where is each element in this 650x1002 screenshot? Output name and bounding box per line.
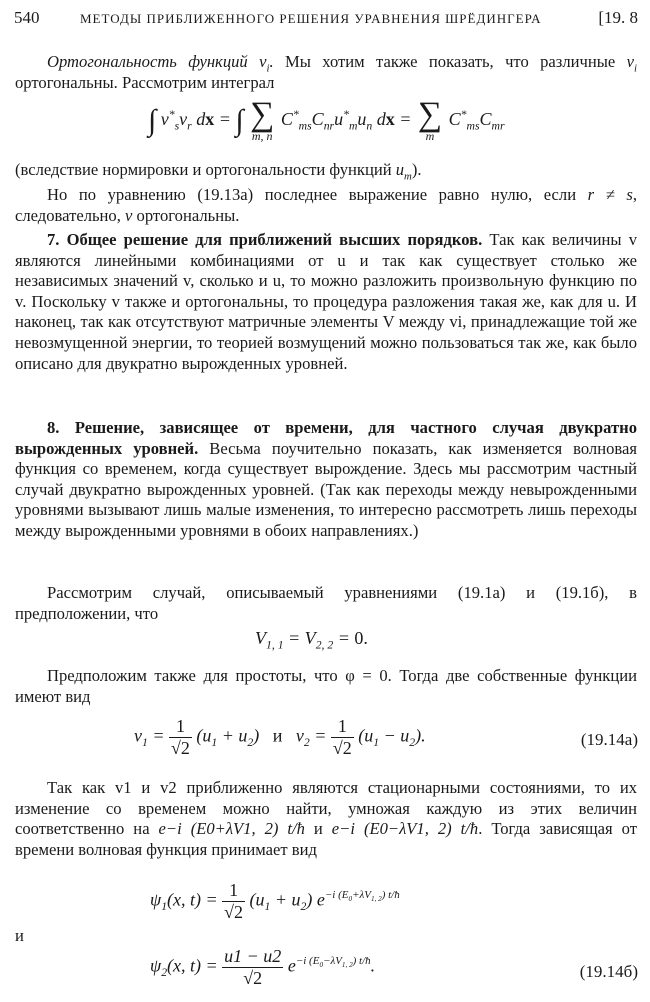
equation-psi2: $\psi_2(x$, t) = $\frac{u1 - u2}{√2}$ $e^{-i (E_0-\lambda V_{1, 2}) t/ħ}$. [150,946,376,988]
page-header [14,8,638,32]
paragraph-general-solution: 7. Общее решение для приближений высших порядков. Так как величины v являются линейными комбинациями от u и так как существует столько же независимых значений v, сколько и u, то можно разложить произвольную функцию по v. Поскольку v также и ортогональны, то процедура разложения такая же, как для u. И наконец, так как отсутствуют матричные элементы V между vi, принадлежащие той же невозмущенной энергии, то теорией возмущений можно пользоваться так же, как было описано для двукратно вырожденных уровней. [15,230,637,373]
page-number: 540 [14,8,40,27]
paragraph-conclusion: Но по уравнению (19.13а) последнее выражение равно нулю, если r ≠ s, следовательно, v ортогональны. [15,185,637,225]
paragraph-assume-phi: Предположим также для простоты, что φ = 0. Тогда две собственные функции имеют вид [15,666,637,706]
paragraph-time-dependent: 8. Решение, зависящее от времени, для частного случая двукратно вырожденных уровней. Весьма поучительно показать, как изменяется волновая функция со временем, когда существует вырождение. Здесь мы рассмотрим частный случай двукратно вырожденных уровней. (Так как переходы между невырожденными уровнями вызывают лишь малые изменения, то интересно рассмотреть лишь переходы между вырожденными уровнями в обоих направлениях.) [15,418,637,540]
equation-matrix-zero: $V_{1, 1} = V_{2, 2} = 0$. [255,628,368,652]
running-title: МЕТОДЫ ПРИБЛИЖЕННОГО РЕШЕНИЯ УРАВНЕНИЯ ШРЁДИНГЕРА [80,11,542,26]
equation-number-14b: (19.14б) [579,962,638,981]
section-heading-7: 7. Общее решение для приближений высших порядков. [47,230,483,249]
section-marker: [19. 8 [598,8,638,27]
equation-psi1: $\psi_1(x$, t) = $\frac{1}{√2}$ $(u_1 + u_2)$ $e^{-i (E_0+\lambda V_{1, 2}) t/ħ}$ [150,880,400,922]
section-heading-8: 8. Решение, зависящее от времени, для частного случая двукратно вырожденных уровней. [15,418,637,458]
run-in-title: Ортогональность функций v [47,52,267,71]
equation-number-14a: (19.14а) [580,730,638,749]
equation-eigenfunctions: $v_1$ = $\frac{1}{√2}$ $(u_1 + u_2)$ и $v_2$ = $\frac{1}{√2}$ $(u_1 - u_2)$. [134,716,426,758]
connector-and: и [15,926,24,945]
paragraph-stationary-states: Так как v1 и v2 приближенно являются стационарными состояниями, то их изменение со временем можно найти, умножая каждую из этих величин соответственно на e−i (E0+λV1, 2) t/ħ и e−i (E0−λV1, 2) t/ħ. Тогда зависящая от времени волновая функция принимает вид [15,778,637,859]
paragraph-consider-case: Рассмотрим случай, описываемый уравнениями (19.1а) и (19.1б), в предположении, что [15,583,637,623]
paragraph-orthogonality: Ортогональность функций $v_i$. Мы хотим также показать, что различные $v_i$ ортогональны. Рассмотрим интеграл [15,52,638,92]
paragraph-normalization: (вследствие нормировки и ортогональности функций $u_m$). [15,160,422,183]
equation-integral: ∫ $v^*_sv_r$ dx = ∫ ∑ m, n $C^*_{ms}C_{nr}u^*_mu_n$ dx = ∑ m $C^*_{ms}C_{mr}$ [148,96,505,143]
